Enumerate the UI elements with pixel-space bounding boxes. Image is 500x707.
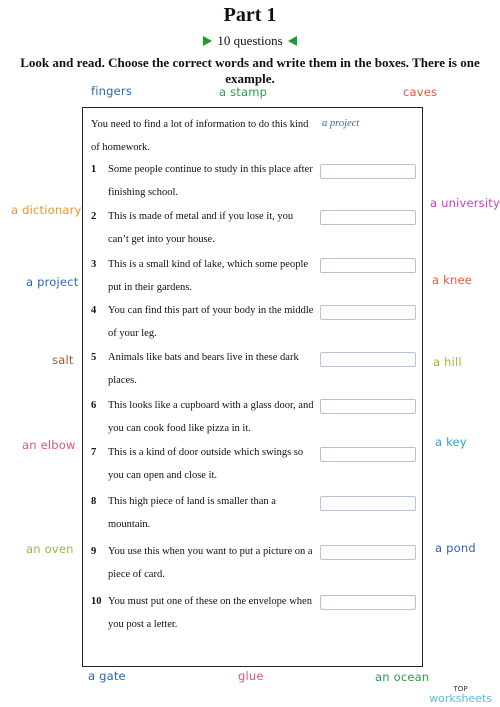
question-text: This is a kind of door outside which swings so you can open and close it. bbox=[108, 447, 304, 481]
question-4 bbox=[91, 299, 316, 345]
question-text: You must put one of these on the envelope when you post a letter. bbox=[108, 596, 312, 630]
page-title: Part 1 bbox=[223, 4, 277, 26]
question-text: Animals like bats and bears live in these dark places. bbox=[108, 352, 299, 386]
question-3 bbox=[91, 253, 316, 299]
word-bank-item[interactable]: an elbow bbox=[22, 438, 76, 452]
triangle-right-icon bbox=[203, 36, 212, 46]
answer-input-7[interactable] bbox=[320, 447, 416, 462]
word-bank-item[interactable]: salt bbox=[52, 353, 74, 367]
word-bank-item[interactable]: a hill bbox=[433, 355, 462, 369]
answer-input-6[interactable] bbox=[320, 399, 416, 414]
word-bank-item[interactable]: a key bbox=[435, 435, 467, 449]
question-number: 5 bbox=[91, 352, 97, 363]
question-count bbox=[0, 33, 500, 49]
question-text: This high piece of land is smaller than a mountain. bbox=[108, 496, 276, 530]
example-line-2: of homework. bbox=[91, 142, 150, 153]
answer-input-9[interactable] bbox=[320, 545, 416, 560]
word-bank-item[interactable]: an ocean bbox=[375, 670, 430, 684]
instructions: Look and read. Choose the correct words and write them in the boxes. There is one example. bbox=[20, 55, 480, 86]
answer-input-1[interactable] bbox=[320, 164, 416, 179]
example-question bbox=[91, 113, 326, 159]
word-bank-item[interactable]: a gate bbox=[88, 669, 126, 683]
question-number: 4 bbox=[91, 305, 97, 316]
question-number: 3 bbox=[91, 259, 97, 270]
word-bank-item[interactable]: a project bbox=[26, 275, 79, 289]
question-1 bbox=[91, 158, 316, 204]
word-bank-item[interactable]: glue bbox=[238, 669, 264, 683]
answer-input-10[interactable] bbox=[320, 595, 416, 610]
answer-input-4[interactable] bbox=[320, 305, 416, 320]
word-bank-item[interactable]: caves bbox=[403, 85, 438, 99]
question-9 bbox=[91, 540, 316, 586]
question-5 bbox=[91, 346, 316, 392]
question-number: 1 bbox=[91, 164, 97, 175]
word-bank-item[interactable]: a knee bbox=[432, 273, 473, 287]
question-2 bbox=[91, 205, 316, 251]
question-number: 2 bbox=[91, 211, 97, 222]
question-count-label: 10 questions bbox=[217, 33, 283, 48]
topworksheets-logo: TOP worksheets bbox=[429, 685, 492, 705]
question-number: 8 bbox=[91, 496, 97, 507]
word-bank-item[interactable]: a dictionary bbox=[11, 203, 82, 217]
question-number: 10 bbox=[91, 596, 102, 607]
word-bank-item[interactable]: a university bbox=[430, 196, 500, 210]
question-text: This looks like a cupboard with a glass door, and you can cook food like pizza in it. bbox=[108, 400, 314, 434]
example-line-1: You need to find a lot of information to do this kind bbox=[91, 119, 309, 130]
word-bank-item[interactable]: a stamp bbox=[219, 85, 268, 99]
word-bank-item[interactable]: an oven bbox=[26, 542, 74, 556]
word-bank-item[interactable]: a pond bbox=[435, 541, 476, 555]
question-number: 6 bbox=[91, 400, 97, 411]
question-text: You use this when you want to put a picture on a piece of card. bbox=[108, 546, 313, 580]
answer-input-3[interactable] bbox=[320, 258, 416, 273]
question-text: This is a small kind of lake, which some people put in their gardens. bbox=[108, 259, 309, 293]
question-7 bbox=[91, 441, 316, 487]
answer-input-2[interactable] bbox=[320, 210, 416, 225]
question-number: 7 bbox=[91, 447, 97, 458]
answer-input-5[interactable] bbox=[320, 352, 416, 367]
question-number: 9 bbox=[91, 546, 97, 557]
answer-input-8[interactable] bbox=[320, 496, 416, 511]
question-text: This is made of metal and if you lose it, you can’t get into your house. bbox=[108, 211, 294, 245]
triangle-left-icon bbox=[288, 36, 297, 46]
question-text: Some people continue to study in this place after finishing school. bbox=[108, 164, 313, 198]
question-10 bbox=[91, 590, 316, 636]
question-text: You can find this part of your body in the middle of your leg. bbox=[108, 305, 314, 339]
question-8 bbox=[91, 490, 316, 536]
question-6 bbox=[91, 394, 316, 440]
word-bank-item[interactable]: fingers bbox=[91, 84, 133, 98]
example-answer: a project bbox=[322, 118, 360, 129]
